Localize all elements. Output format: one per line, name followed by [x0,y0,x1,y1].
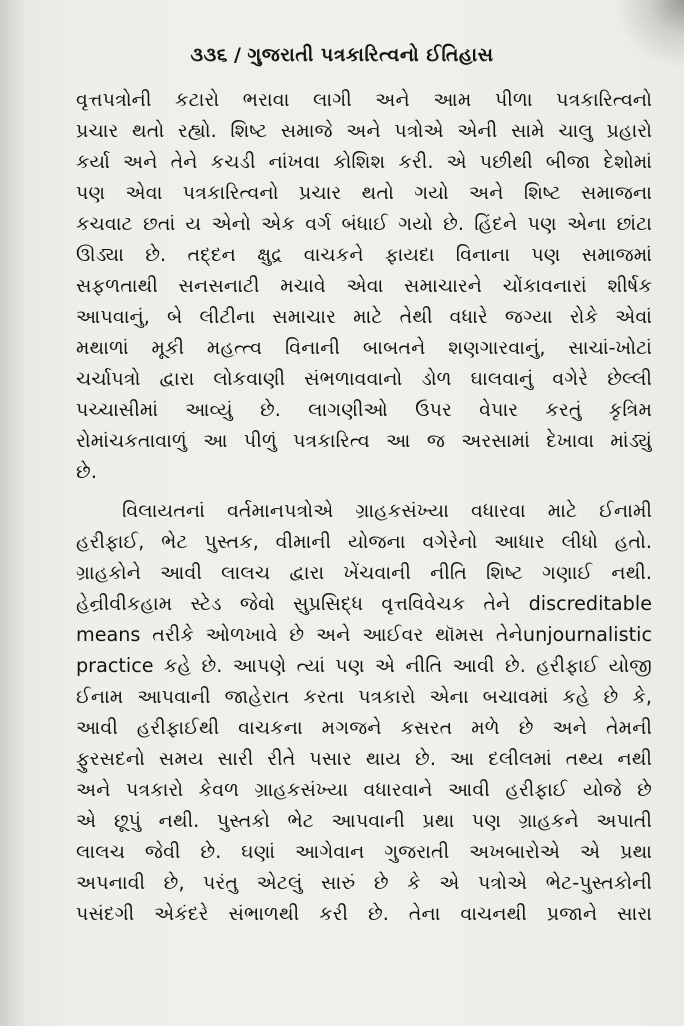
text-line: practice કહે છે. આપણે ત્યાં પણ એ નીતિ આવી છે. હરીફાઈ યોજી [76,654,652,677]
book-title: ગુજરાતી પત્રકારિત્વનો ઈતિહાસ [247,44,494,66]
text-line: અને પત્રકારો કેવળ ગ્રાહકસંખ્યા વધારવાને આવી હરીફાઈ યોજે છે [76,778,652,801]
text-line: ઈનામ આપવાની જાહેરાત કરતા પત્રકારો એના બચાવમાં કહે છે કે, [76,685,652,708]
text-line: અપનાવી છે, પરંતુ એટલું સારું છે કે એ પત્રોએ ભેટ-પુસ્તકોની [76,871,652,894]
text-line: આપવાનું, બે લીટીના સમાચાર માટે તેથી વધારે જગ્યા રોકે એવાં [76,305,652,328]
text-line: છે. [76,460,97,483]
text-line: પણ એવા પત્રકારિત્વનો પ્રચાર થતો ગયો અને શિષ્ટ સમાજના [76,181,652,204]
text-line: ફુરસદનો સમય સારી રીતે પસાર થાય છે. આ દલીલમાં તથ્ય નથી [76,747,652,770]
text-line: કચવાટ છતાં ય એનો એક વર્ગ બંધાઈ ગયો છે. હિંદને પણ એના છાંટા [76,212,652,235]
text-line: ચર્ચાપત્રો દ્વારા લોકવાણી સંભળાવવાનો ડોળ ઘાલવાનું વગેરે છેલ્લી [76,367,652,390]
running-header [0,44,684,66]
text-line: આવી હરીફાઈથી વાચકના મગજને કસરત મળે છે અને તેમની [76,716,652,739]
text-line: વિલાયતનાં વર્તમાનપત્રોએ ગ્રાહકસંખ્યા વધારવા માટે ઈનામી [122,499,652,522]
paragraph [76,495,652,929]
text-line: means તરીકે ઓળખાવે છે અને આઈવર થૉમસ તેનેunjournalistic [76,623,652,646]
text-line: હરીફાઈ, ભેટ પુસ્તક, વીમાની યોજના વગેરેનો આધાર લીધો હતો. [76,530,652,553]
text-line: પસંદગી એકંદરે સંભાળથી કરી છે. તેના વાચનથી પ્રજાને સારા [76,902,652,925]
header-separator: / [233,44,242,66]
text-line: પ્રચાર થતો રહ્યો. શિષ્ટ સમાજે અને પત્રોએ એની સામે ચાલુ પ્રહારો [76,119,652,142]
text-line: ગ્રાહકોને આવી લાલચ દ્વારા ખેંચવાની નીતિ શિષ્ટ ગણાઈ નથી. [76,561,652,584]
text-line: રોમાંચકતાવાળું આ પીળું પત્રકારિત્વ આ જ અરસામાં દેખાવા માંડ્યું [76,429,652,452]
text-line: મથાળાં મૂકી મહત્ત્વ વિનાની બાબતને શણગારવાનું, સાચાં-ખોટાં [76,336,652,359]
paragraph [76,84,652,487]
text-line: સફળતાથી સનસનાટી મચાવે એવા સમાચારને ચોંકાવનારાં શીર્ષક [76,274,652,297]
text-line: પચ્ચાસીમાં આવ્યું છે. લાગણીઓ ઉપર વેપાર કરતું કૃત્રિમ [76,398,652,421]
text-line: ઊડ્યા છે. તદ્દન ક્ષુદ્ર વાચકને ફાયદા વિનાના પણ સમાજમાં [76,243,652,266]
paragraph-gap [76,487,652,495]
body-text [76,84,652,929]
text-line: કર્યા અને તેને કચડી નાંખવા કોશિશ કરી. એ પછીથી બીજા દેશોમાં [76,150,652,173]
text-line: લાલચ જેવી છે. ઘણાં આગેવાન ગુજરાતી અખબારોએ એ પ્રથા [76,840,652,863]
text-line: એ છૂપું નથી. પુસ્તકો ભેટ આપવાની પ્રથા પણ ગ્રાહકને અપાતી [76,809,652,832]
text-line: વૃત્તપત્રોની કટારો ભરાવા લાગી અને આમ પીળા પત્રકારિત્વનો [76,88,652,111]
page-number: ૩૩૬ [190,44,228,66]
text-line: હેન્રીવીકહામ સ્ટેડ જેવો સુપ્રસિદ્ધ વૃત્તવિવેચક તેને discreditable [76,592,652,615]
